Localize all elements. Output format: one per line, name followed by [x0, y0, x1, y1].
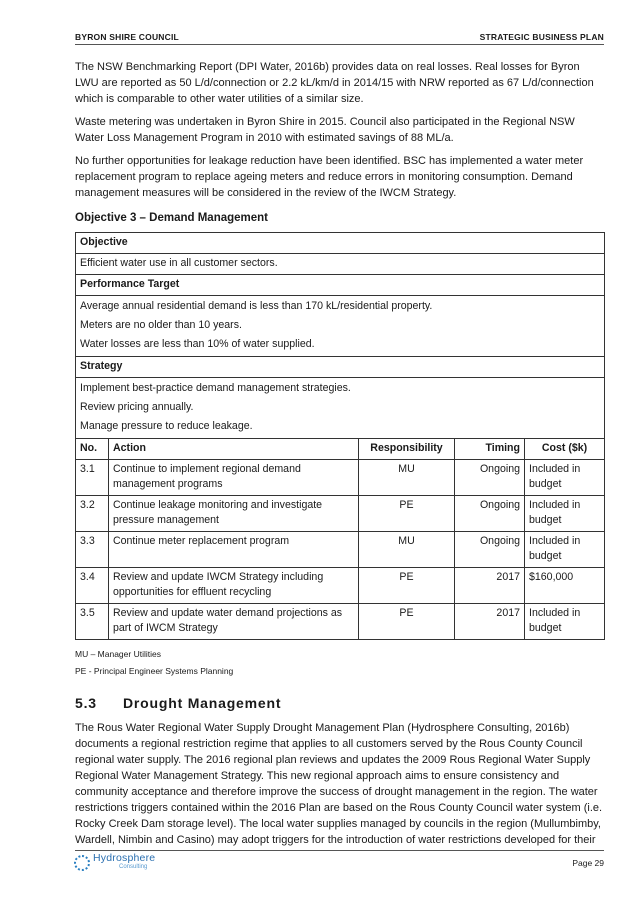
cell-responsibility: PE — [359, 604, 455, 640]
table-section-header — [76, 275, 605, 296]
table-row — [76, 460, 605, 496]
strategy-item: Implement best-practice demand management strategies. — [80, 382, 351, 394]
note: MU – Manager Utilities — [75, 649, 161, 659]
header-left: BYRON SHIRE COUNCIL — [75, 32, 179, 42]
cell-cost: Included in budget — [525, 604, 605, 640]
cell-cost: Included in budget — [525, 460, 605, 496]
cell-no: 3.5 — [76, 604, 109, 640]
cell-responsibility: PE — [359, 568, 455, 604]
performance-item: Average annual residential demand is less than 170 kL/residential property. — [80, 300, 433, 312]
paragraph: The NSW Benchmarking Report (DPI Water, 2016b) provides data on real losses. Real losses for Byron LWU are reported as 50 L/d/connection or 2.2 kL/km/d in 2014/15 with NRW reported as 67 L/d/connection which is comparable to other water utilities of a similar size. — [75, 61, 594, 105]
cell-cost: Included in budget — [525, 532, 605, 568]
logo-text: Hydrosphere — [93, 852, 156, 864]
column-header-timing: Timing — [455, 439, 525, 460]
cell-timing: 2017 — [455, 604, 525, 640]
table-row — [76, 532, 605, 568]
cell-responsibility: MU — [359, 532, 455, 568]
cell-action: Continue meter replacement program — [109, 532, 359, 568]
header-rule — [75, 44, 604, 45]
performance-item: Water losses are less than 10% of water supplied. — [80, 338, 315, 350]
paragraph: No further opportunities for leakage reduction have been identified. BSC has implemented a water meter replacement program to replace ageing meters and reduce errors in monitoring consumption. Demand management measures will be considered in the review of the IWCM Strategy. — [75, 155, 584, 199]
page-body — [75, 59, 604, 855]
column-header-no: No. — [76, 439, 109, 460]
header-right: STRATEGIC BUSINESS PLAN — [479, 32, 604, 42]
cell-timing: Ongoing — [455, 496, 525, 532]
table-row — [76, 604, 605, 640]
performance-targets — [76, 296, 605, 357]
cell-cost: $160,000 — [525, 568, 605, 604]
performance-heading: Performance Target — [76, 275, 605, 296]
cell-responsibility: PE — [359, 496, 455, 532]
objective-text: Efficient water use in all customer sectors. — [76, 254, 605, 275]
section-number: 5.3 — [75, 695, 97, 711]
table-header-row — [76, 439, 605, 460]
cell-action: Continue to implement regional demand management programs — [109, 460, 359, 496]
page-header — [75, 26, 604, 42]
table-row — [76, 568, 605, 604]
table-section-header — [76, 233, 605, 254]
cell-action: Continue leakage monitoring and investigate pressure management — [109, 496, 359, 532]
performance-item: Meters are no older than 10 years. — [80, 319, 242, 331]
table-section-header — [76, 357, 605, 378]
cell-action: Review and update IWCM Strategy including opportunities for effluent recycling — [109, 568, 359, 604]
logo-subtext: Consulting — [119, 864, 148, 870]
cell-timing: 2017 — [455, 568, 525, 604]
table-notes — [75, 649, 604, 677]
cell-no: 3.1 — [76, 460, 109, 496]
objective-table — [75, 232, 605, 640]
cell-timing: Ongoing — [455, 532, 525, 568]
hydrosphere-logo — [74, 854, 155, 872]
page-number: Page 29 — [572, 858, 604, 868]
paragraph: Waste metering was undertaken in Byron Shire in 2015. Council also participated in the Regional NSW Water Loss Management Program in 2010 with estimated savings of 88 ML/a. — [75, 116, 575, 144]
strategy-item: Manage pressure to reduce leakage. — [80, 420, 253, 432]
cell-responsibility: MU — [359, 460, 455, 496]
table-row — [76, 496, 605, 532]
objective-heading: Objective — [76, 233, 605, 254]
cell-no: 3.2 — [76, 496, 109, 532]
footer-rule — [75, 850, 604, 851]
column-header-action: Action — [109, 439, 359, 460]
cell-cost: Included in budget — [525, 496, 605, 532]
column-header-responsibility: Responsibility — [359, 439, 455, 460]
logo-mark-icon — [74, 855, 90, 871]
cell-action: Review and update water demand projections as part of IWCM Strategy — [109, 604, 359, 640]
note: PE - Principal Engineer Systems Planning — [75, 666, 234, 676]
objective-title: Objective 3 – Demand Management — [75, 212, 269, 224]
cell-no: 3.3 — [76, 532, 109, 568]
strategy-list — [76, 378, 605, 439]
section-paragraph: The Rous Water Regional Water Supply Drought Management Plan (Hydrosphere Consulting, 2016b) documents a regional restriction regime that applies to all customers served by the Rous County Council regional water supply. The 2016 regional plan reviews and updates the 2009 Rous Regional Water Supply Regional Water Management Strategy. This new regional approach aims to ensure consistency and community acceptance and therefore improve the success of drought management in the region. The water restrictions triggers contained within the 2016 Plan are based on the Rous County Council water system (i.e. Rocky Creek Dam storage level). The local water supplies managed by councils in the region (Mullumbimby, Wardell, Nimbin and Casino) may adopt triggers for the introduction of water restrictions developed for their — [75, 722, 603, 846]
cell-timing: Ongoing — [455, 460, 525, 496]
strategy-item: Review pricing annually. — [80, 401, 194, 413]
strategy-heading: Strategy — [76, 357, 605, 378]
cell-no: 3.4 — [76, 568, 109, 604]
column-header-cost: Cost ($k) — [525, 439, 605, 460]
section-title: Drought Management — [123, 695, 282, 711]
section-heading — [75, 695, 604, 711]
